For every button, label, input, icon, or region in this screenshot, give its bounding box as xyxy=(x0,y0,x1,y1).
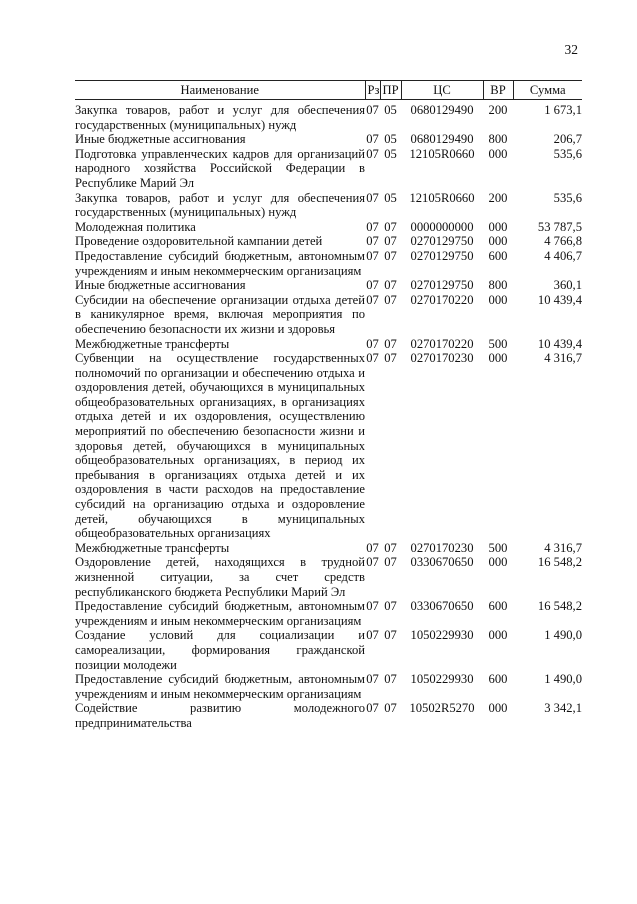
row-name: Иные бюджетные ассигнования xyxy=(75,278,246,293)
row-vr: 500 xyxy=(488,336,508,351)
row-rz: 07 xyxy=(366,248,379,263)
header-cs: ЦС xyxy=(401,81,483,100)
row-name: Содействие развитию молодежного предпринимательства xyxy=(75,701,365,730)
row-vr: 000 xyxy=(488,701,508,716)
table-row xyxy=(75,132,582,147)
row-sum: 16 548,2 xyxy=(537,555,582,570)
row-rz: 07 xyxy=(366,103,379,117)
row-name: Субвенции на осуществление государственных полномочий по организации и обеспечению отдыха и оздоровления детей, обучающихся в муниципальных общеобразовательных организациях, в организациях отдыха детей и их оздоровления, осуществлению мероприятий по обеспечению безопасности жизни и здоровья детей, обучающихся в муниципальных общеобразовательных организациях, в период их пребывания в организациях отдыха детей и их оздоровления в части расходов на предоставление субсидий на организацию отдыха и оздоровление детей, обучающихся в муниципальных общеобразовательных организациях xyxy=(75,351,365,541)
row-vr: 500 xyxy=(488,540,508,555)
row-cs: 0270170220 xyxy=(410,336,474,351)
row-cs: 12105R0660 xyxy=(409,146,475,161)
row-rz: 07 xyxy=(366,234,379,249)
row-sum: 4 406,7 xyxy=(544,248,582,263)
row-sum: 4 316,7 xyxy=(544,540,582,555)
row-cs: 0270170220 xyxy=(410,292,474,307)
row-pr: 05 xyxy=(384,146,397,161)
header-sum: Сумма xyxy=(513,81,582,100)
table-row xyxy=(75,672,582,701)
table-row xyxy=(75,555,582,599)
table-row xyxy=(75,249,582,278)
table-row xyxy=(75,191,582,220)
table-row xyxy=(75,351,582,541)
budget-table xyxy=(75,80,582,731)
row-cs: 0270170230 xyxy=(410,540,474,555)
header-vr: ВР xyxy=(483,81,513,100)
row-name: Молодежная политика xyxy=(75,219,196,234)
row-name: Закупка товаров, работ и услуг для обеспечения государственных (муниципальных) нужд xyxy=(75,190,365,220)
row-vr: 200 xyxy=(488,103,508,117)
row-rz: 07 xyxy=(366,190,379,205)
row-name: Закупка товаров, работ и услуг для обеспечения государственных (муниципальных) нужд xyxy=(75,103,365,132)
table-row xyxy=(75,599,582,628)
row-sum: 16 548,2 xyxy=(537,599,582,614)
row-name: Иные бюджетные ассигнования xyxy=(75,132,246,147)
table-row xyxy=(75,234,582,249)
row-cs: 1050229930 xyxy=(410,628,474,643)
row-pr: 07 xyxy=(384,248,397,263)
row-cs: 0000000000 xyxy=(410,219,474,234)
row-vr: 000 xyxy=(488,234,508,249)
row-sum: 1 673,1 xyxy=(544,103,582,117)
row-rz: 07 xyxy=(366,628,379,643)
table-row xyxy=(75,147,582,191)
row-name: Создание условий для социализации и самореализации, формирования гражданской позиции молодежи xyxy=(75,628,365,672)
header-rz: Рз xyxy=(365,81,380,100)
table-row xyxy=(75,701,582,730)
row-cs: 0270170230 xyxy=(410,351,474,366)
row-rz: 07 xyxy=(366,292,379,307)
row-name: Подготовка управленческих кадров для организаций народного хозяйства Российской Федерации в Республике Марий Эл xyxy=(75,146,365,190)
row-pr: 07 xyxy=(384,234,397,249)
row-sum: 1 490,0 xyxy=(544,672,582,687)
row-pr: 07 xyxy=(384,599,397,614)
row-cs: 0270129750 xyxy=(410,278,474,293)
table-row xyxy=(75,628,582,672)
row-rz: 07 xyxy=(366,701,379,716)
row-cs: 10502R5270 xyxy=(409,701,475,716)
row-vr: 000 xyxy=(488,292,508,307)
header-pr: ПР xyxy=(380,81,401,100)
row-cs: 0270129750 xyxy=(410,234,474,249)
row-sum: 3 342,1 xyxy=(544,701,582,716)
row-cs: 0680129490 xyxy=(410,103,474,117)
row-sum: 535,6 xyxy=(553,190,582,205)
row-rz: 07 xyxy=(366,219,379,234)
row-cs: 0330670650 xyxy=(410,599,474,614)
row-pr: 07 xyxy=(384,336,397,351)
table-row xyxy=(75,337,582,352)
row-vr: 200 xyxy=(488,190,508,205)
table-header xyxy=(75,81,582,100)
page-number: 32 xyxy=(564,42,578,57)
table-row xyxy=(75,541,582,556)
row-cs: 1050229930 xyxy=(410,672,474,687)
row-sum: 10 439,4 xyxy=(537,336,582,351)
row-name: Предоставление субсидий бюджетным, автономным учреждениям и иным некоммерческим организациям xyxy=(75,672,365,701)
row-sum: 360,1 xyxy=(553,278,582,293)
row-vr: 600 xyxy=(488,672,508,687)
table-body xyxy=(75,100,582,731)
row-rz: 07 xyxy=(366,336,379,351)
row-cs: 12105R0660 xyxy=(409,190,475,205)
row-vr: 000 xyxy=(488,351,508,366)
row-pr: 05 xyxy=(384,132,397,147)
row-rz: 07 xyxy=(366,278,379,293)
row-pr: 07 xyxy=(384,292,397,307)
row-cs: 0680129490 xyxy=(410,132,474,147)
table-row xyxy=(75,220,582,235)
table-row xyxy=(75,100,582,133)
row-rz: 07 xyxy=(366,540,379,555)
row-pr: 07 xyxy=(384,540,397,555)
header-row xyxy=(75,81,582,100)
row-pr: 07 xyxy=(384,278,397,293)
row-pr: 05 xyxy=(384,190,397,205)
row-rz: 07 xyxy=(366,351,379,366)
row-vr: 000 xyxy=(488,628,508,643)
header-name: Наименование xyxy=(75,81,365,100)
row-vr: 800 xyxy=(488,278,508,293)
row-pr: 07 xyxy=(384,628,397,643)
row-sum: 535,6 xyxy=(553,146,582,161)
row-vr: 000 xyxy=(488,555,508,570)
row-sum: 4 316,7 xyxy=(544,351,582,366)
row-name: Межбюджетные трансферты xyxy=(75,336,230,351)
row-rz: 07 xyxy=(366,132,379,147)
row-name: Межбюджетные трансферты xyxy=(75,540,230,555)
row-name: Проведение оздоровительной кампании детей xyxy=(75,234,323,249)
row-name: Субсидии на обеспечение организации отдыха детей в каникулярное время, включая мероприятия по обеспечению безопасности их жизни и здоровья xyxy=(75,292,365,336)
row-cs: 0270129750 xyxy=(410,248,474,263)
row-pr: 07 xyxy=(384,351,397,366)
row-vr: 800 xyxy=(488,132,508,147)
row-sum: 53 787,5 xyxy=(537,219,582,234)
row-vr: 600 xyxy=(488,248,508,263)
row-rz: 07 xyxy=(366,146,379,161)
row-rz: 07 xyxy=(366,599,379,614)
row-vr: 600 xyxy=(488,599,508,614)
row-pr: 07 xyxy=(384,219,397,234)
row-name: Оздоровление детей, находящихся в трудной жизненной ситуации, за счет средств республиканского бюджета Республики Марий Эл xyxy=(75,555,365,599)
row-sum: 1 490,0 xyxy=(544,628,582,643)
table-row xyxy=(75,293,582,337)
row-sum: 206,7 xyxy=(553,132,582,147)
table-row xyxy=(75,278,582,293)
row-name: Предоставление субсидий бюджетным, автономным учреждениям и иным некоммерческим организациям xyxy=(75,599,365,628)
row-sum: 4 766,8 xyxy=(544,234,582,249)
row-rz: 07 xyxy=(366,672,379,687)
row-sum: 10 439,4 xyxy=(537,292,582,307)
row-pr: 05 xyxy=(384,103,397,117)
row-name: Предоставление субсидий бюджетным, автономным учреждениям и иным некоммерческим организациям xyxy=(75,248,365,278)
row-rz: 07 xyxy=(366,555,379,570)
row-vr: 000 xyxy=(488,146,508,161)
row-pr: 07 xyxy=(384,555,397,570)
row-pr: 07 xyxy=(384,701,397,716)
row-cs: 0330670650 xyxy=(410,555,474,570)
row-pr: 07 xyxy=(384,672,397,687)
row-vr: 000 xyxy=(488,219,508,234)
